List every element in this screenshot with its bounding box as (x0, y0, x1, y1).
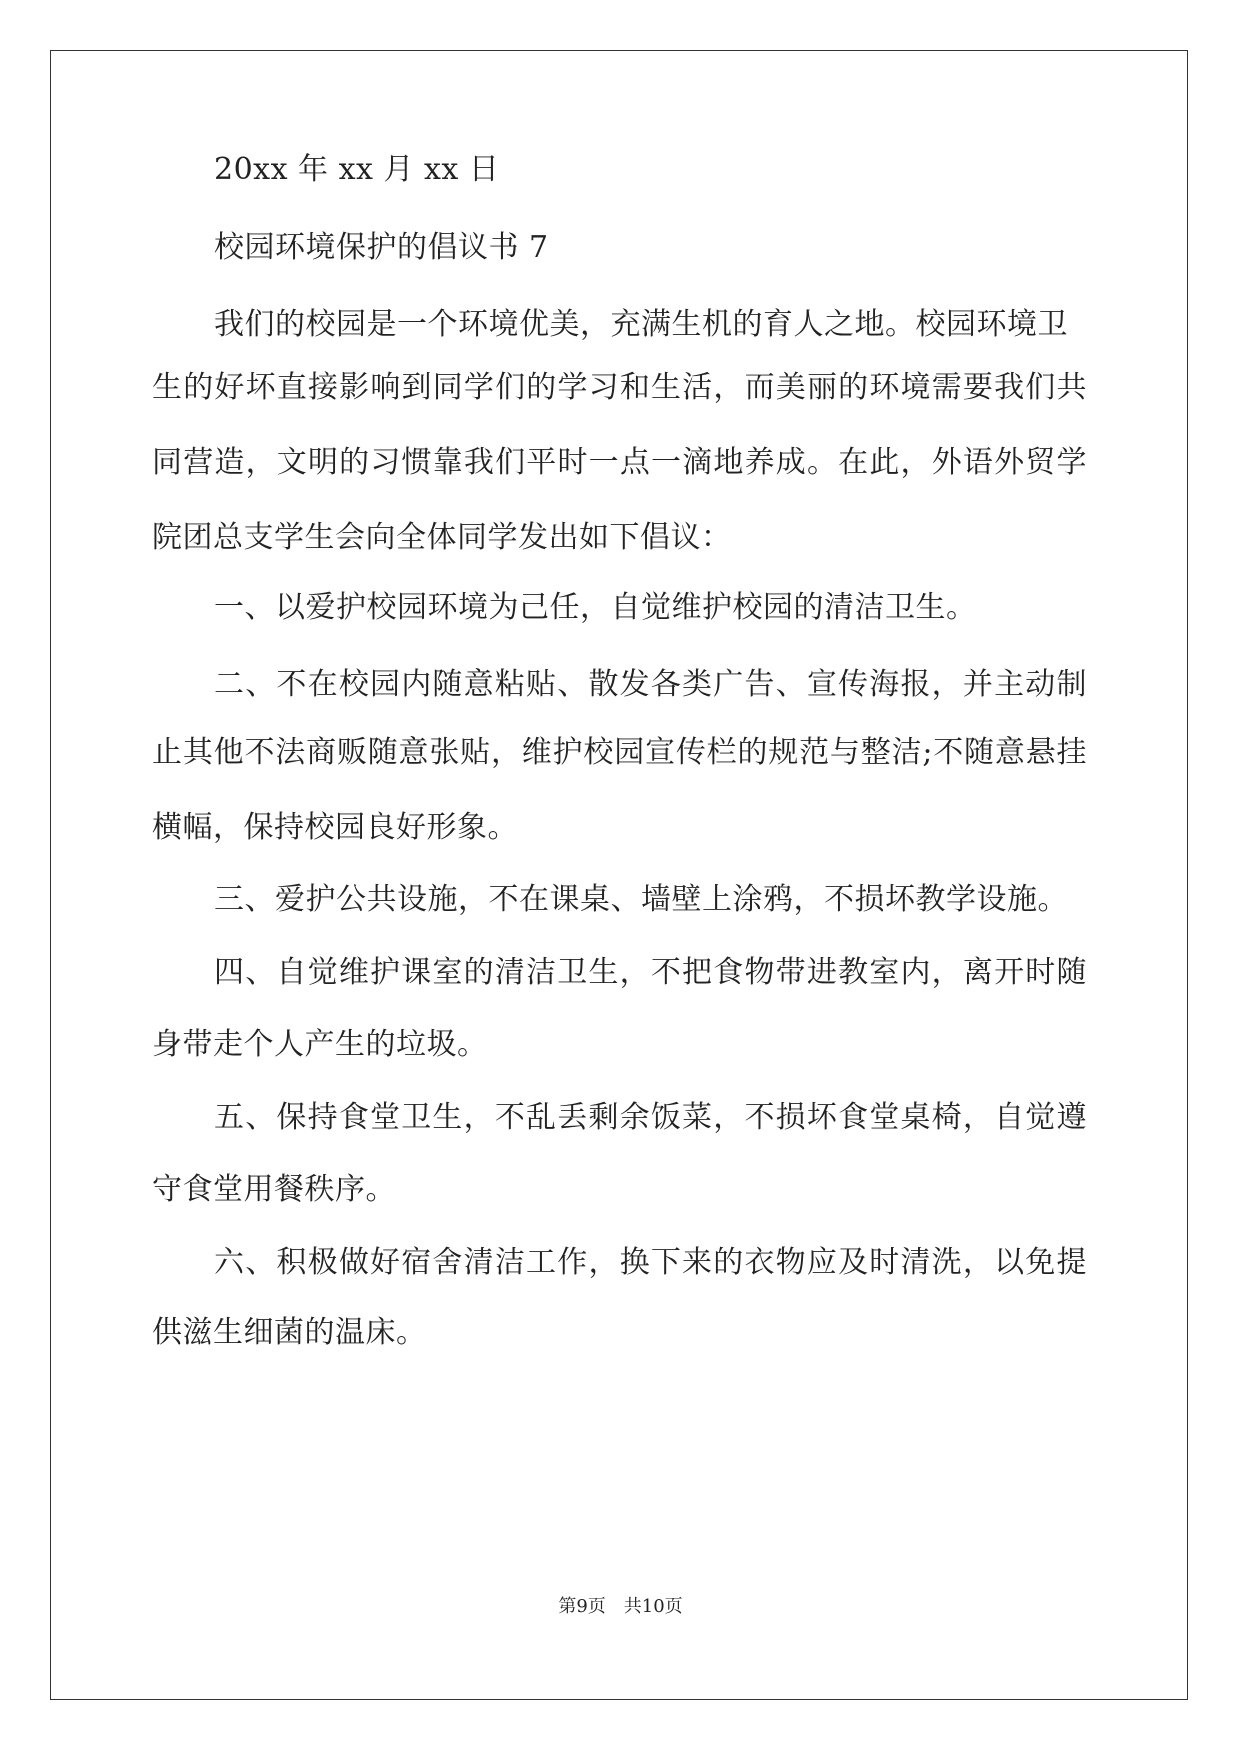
document-heading: 校园环境保护的倡议书 7 (214, 230, 549, 265)
footer-mid: 页 共 (587, 1596, 642, 1617)
list-item: 四、自觉维护课室的清洁卫生，不把食物带进教室内，离开时随 (214, 955, 1087, 990)
paragraph-line: 供滋生细菌的温床。 (152, 1315, 427, 1350)
list-item: 二、不在校园内随意粘贴、散发各类广告、宣传海报，并主动制 (214, 667, 1087, 702)
list-item: 六、积极做好宿舍清洁工作，换下来的衣物应及时清洗，以免提 (214, 1245, 1087, 1280)
page-footer (0, 1595, 1241, 1619)
footer-page-total: 10 (641, 1596, 665, 1617)
footer-suffix: 页 (664, 1596, 683, 1617)
paragraph-line: 身带走个人产生的垃圾。 (152, 1027, 488, 1062)
list-item: 五、保持食堂卫生，不乱丢剩余饭菜，不损坏食堂桌椅，自觉遵 (214, 1100, 1087, 1135)
footer-page-current: 9 (576, 1596, 588, 1617)
paragraph-line: 同营造，文明的习惯靠我们平时一点一滴地养成。在此，外语外贸学 (152, 445, 1087, 480)
list-item: 一、以爱护校园环境为己任，自觉维护校园的清洁卫生。 (214, 590, 977, 625)
list-item: 三、爱护公共设施，不在课桌、墙壁上涂鸦，不损坏教学设施。 (214, 882, 1068, 917)
paragraph-line: 守食堂用餐秩序。 (152, 1172, 396, 1207)
paragraph-line: 我们的校园是一个环境优美，充满生机的育人之地。校园环境卫 (214, 307, 1068, 342)
page-border (50, 50, 1188, 1700)
paragraph-line: 止其他不法商贩随意张贴，维护校园宣传栏的规范与整洁;不随意悬挂 (152, 735, 1087, 770)
footer-prefix: 第 (558, 1596, 577, 1617)
paragraph-line: 院团总支学生会向全体同学发出如下倡议： (152, 520, 732, 555)
date-line: 20xx 年 xx 月 xx 日 (214, 152, 500, 187)
paragraph-line: 生的好坏直接影响到同学们的学习和生活，而美丽的环境需要我们共 (152, 370, 1087, 405)
paragraph-line: 横幅，保持校园良好形象。 (152, 810, 518, 845)
